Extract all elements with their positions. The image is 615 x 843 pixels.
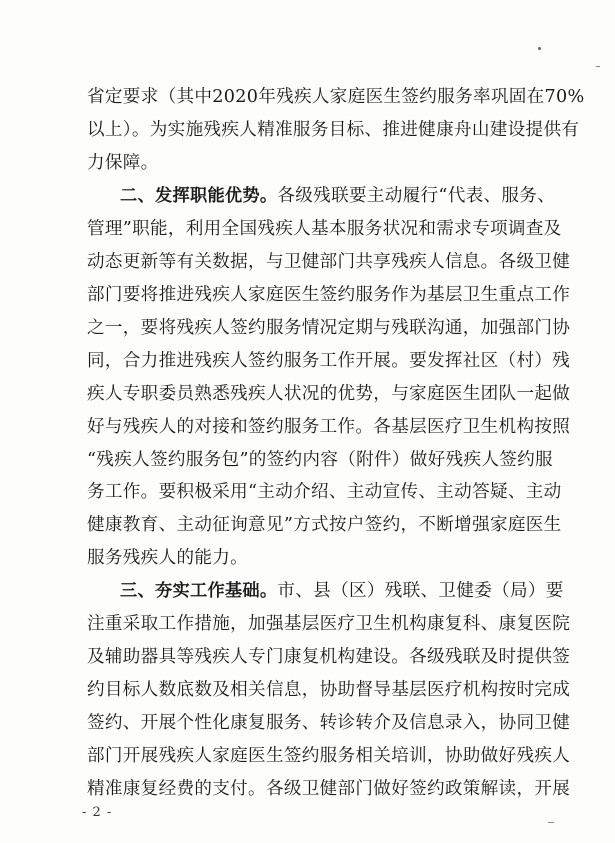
section-paragraph — [120, 574, 564, 608]
paragraph-line: 疾人专职委员熟悉残疾人状况的优势，与家庭医生团队一起做 — [87, 383, 571, 404]
paragraph-line: 好与残疾人的对接和签约服务工作。各基层医疗卫生机构按照 — [87, 416, 571, 437]
paragraph-line: 签约、开展个性化康复服务、转诊转介及信息录入，协同卫健 — [87, 713, 571, 734]
paragraph-line: 部门要将推进残疾人家庭医生签约服务作为基层卫生重点工作 — [87, 284, 571, 305]
paragraph-line: 力保障。 — [87, 152, 159, 173]
paragraph-line: 务工作。要积极采用“主动介绍、主动宣传、主动答疑、主动 — [87, 482, 562, 503]
paragraph-text: 各级残联要主动履行“代表、服务、 — [277, 185, 556, 206]
paragraph-line: 及辅助器具等残疾人专门康复机构建设。各级残联及时提供签 — [87, 647, 571, 668]
page-number: - 2 - — [82, 805, 113, 820]
paragraph-line: 动态更新等有关数据，与卫健部门共享残疾人信息。各级卫健 — [87, 251, 571, 272]
scan-mark — [548, 822, 554, 823]
paragraph-line: 部门开展残疾人家庭医生签约服务相关培训，协助做好残疾人 — [87, 746, 571, 766]
paragraph-line: 之一，要将残疾人签约服务情况定期与残联沟通，加强部门协 — [87, 317, 571, 338]
paragraph-line: 约目标人数底数及相关信息，协助督导基层医疗机构按时完成 — [87, 680, 571, 701]
paragraph-line: 精准康复经费的支付。各级卫健部门做好签约政策解读，开展 — [87, 779, 571, 799]
scan-mark — [596, 66, 600, 67]
section-heading: 三、夯实工作基础。 — [120, 581, 278, 602]
section-paragraph — [120, 179, 555, 213]
paragraph-line: 以上）。为实施残疾人精准服务目标、推进健康舟山建设提供有 — [87, 120, 580, 140]
scan-speck — [538, 47, 541, 50]
paragraph-line: “残疾人签约服务包”的签约内容（附件）做好残疾人签约服 — [87, 449, 553, 470]
paragraph-line: 同，合力推进残疾人签约服务工作开展。要发挥社区（村）残 — [87, 350, 571, 371]
paragraph-text: 市、县（区）残联、卫健委（局）要 — [277, 581, 564, 602]
paragraph-line: 管理”职能，利用全国残疾人基本服务状况和需求专项调查及 — [87, 218, 562, 239]
section-heading: 二、发挥职能优势。 — [120, 185, 278, 206]
paragraph-line: 省定要求（其中2020年残疾人家庭医生签约服务率巩固在70% — [87, 87, 585, 107]
paragraph-line: 注重采取工作措施，加强基层医疗卫生机构康复科、康复医院 — [87, 614, 571, 635]
paragraph-line: 健康教育、主动征询意见”方式按户签约，不断增强家庭医生 — [87, 515, 562, 536]
paragraph-line: 服务残疾人的能力。 — [87, 548, 249, 569]
